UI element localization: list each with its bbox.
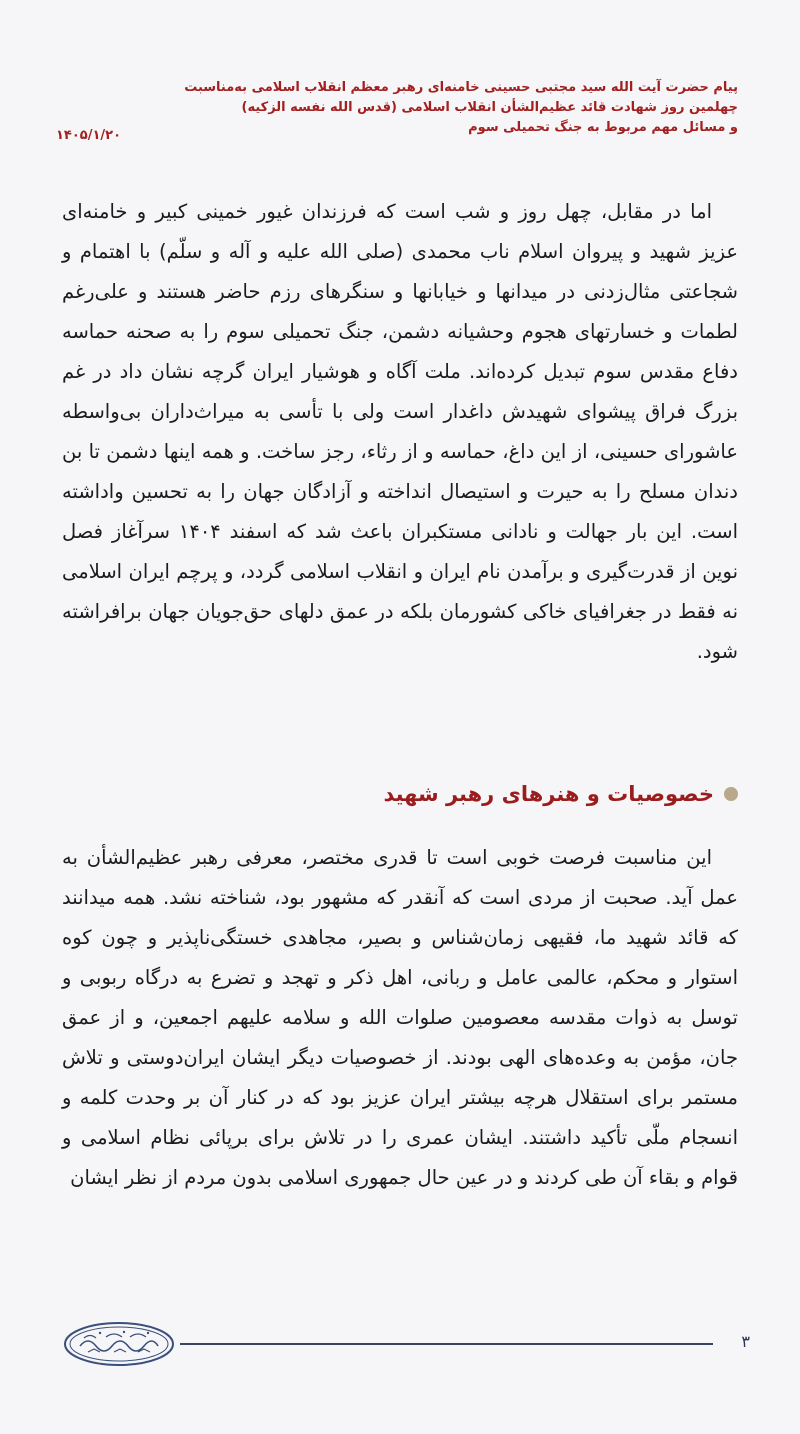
bullet-icon: [724, 787, 738, 801]
section-title: خصوصیات و هنرهای رهبر شهید: [383, 782, 714, 806]
header-line-1: پیام حضرت آیت الله سید مجتبی حسینی خامنه‌ای رهبر معظم انقلاب اسلامی به‌مناسبت: [184, 80, 738, 95]
header-line-3: و مسائل مهم مربوط به جنگ تحمیلی سوم: [468, 120, 738, 135]
body-paragraph-2: [62, 838, 738, 1198]
page-number: ۳: [741, 1332, 750, 1351]
paragraph-2-text: این مناسبت فرصت خوبی است تا قدری مختصر، معرفی رهبر عظیم‌الشأن به عمل آید. صحبت از مردی است که آنقدر که مشهور بود، شناخته نشد. همه میدانند که قائد شهید ما، فقیهی زمان‌شناس و بصیر، مجاهدی خستگی‌ناپذیر و چون کوه استوار و محکم، عالمی عامل و ربانی، اهل ذکر و تهجد و تضرع به درگاه ربوبی و توسل به ذوات مقدسه معصومین صلوات الله و سلامه علیهم اجمعین، و از عمق جان، مؤمن به وعده‌های الهی بودند. از خصوصیات دیگر ایشان ایران‌دوستی و تلاش مستمر برای استقلال هرچه بیشتر ایران عزیز بود که در کنار آن بر وحدت کلمه و انسجام ملّی تأکید داشتند. ایشان عمری را در تلاش برای برپائی نظام اسلامی و قوام و بقاء آن طی کردند و در عین حال جمهوری اسلامی بدون مردم از نظر ایشان: [62, 846, 738, 1189]
paragraph-1-text: اما در مقابل، چهل روز و شب است که فرزندان غیور خمینی کبیر و خامنه‌ای عزیز شهید و پیروان اسلام ناب محمدی (صلی الله علیه و آله و سلّم) با اهتمام و شجاعتی مثال‌زدنی در میدانها و خیابانها و سنگرهای رزم حاضر هستند و علی‌رغم لطمات و خسارتهای هجوم وحشیانه دشمن، جنگ تحمیلی سوم را به صحنه حماسه دفاع مقدس سوم تبدیل کرده‌اند. ملت آگاه و هوشیار ایران گرچه نشان داد در غم بزرگ فراق پیشوای شهیدش داغدار است ولی با تأسی به میراث‌داران بی‌واسطه عاشورای حسینی، از این داغ، حماسه و از رثاء، رجز ساخت. و همه اینها دشمن تا بن دندان مسلح را به حیرت و استیصال انداخته و آزادگان جهان را به تحسین واداشته است. این بار جهالت و نادانی مستکبران باعث شد که اسفند ۱۴۰۴ سرآغاز فصل نوین از قدرت‌گیری و برآمدن نام ایران و انقلاب اسلامی گردد، و پرچم ایران اسلامی نه فقط در جغرافیای خاکی کشورمان بلکه در عمق دلهای حق‌جویان جهان برافراشته شود.: [62, 200, 738, 663]
message-header: [48, 78, 738, 143]
calligraphy-seal-logo: [62, 1320, 176, 1368]
footer-divider: [180, 1343, 713, 1345]
body-paragraph-1: [62, 192, 738, 672]
section-heading: [383, 782, 738, 806]
header-line-2: چهلمین روز شهادت قائد عظیم‌الشأن انقلاب اسلامی (قدس الله نفسه الزکیه): [241, 100, 738, 115]
header-date: ۱۴۰۵/۱/۲۰: [56, 128, 122, 143]
